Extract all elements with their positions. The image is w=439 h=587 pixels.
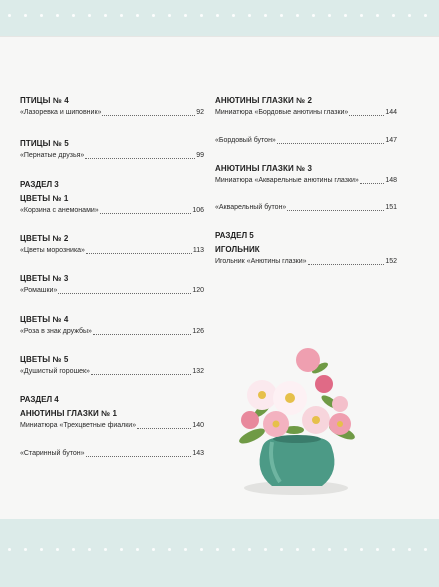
toc-page-number: 151: [385, 204, 397, 211]
toc-page-number: 120: [192, 287, 204, 294]
dot-leader: [360, 182, 385, 184]
toc-entry-title: «Корзина с анемонами»: [20, 207, 99, 214]
section-label: РАЗДЕЛ 4: [20, 395, 59, 404]
decor-dot: [216, 14, 219, 17]
decor-dot: [136, 548, 139, 551]
toc-entry[interactable]: [215, 136, 397, 146]
toc-page-number: 113: [192, 247, 204, 254]
decor-dot: [56, 14, 59, 17]
decor-dot: [40, 14, 43, 17]
decor-dot: [200, 548, 203, 551]
bottom-dot-pattern: [0, 548, 439, 554]
toc-entry-title: Миниатюра «Трехцветные фиалки»: [20, 422, 137, 429]
dot-leader: [86, 455, 192, 457]
toc-entry-title: Миниатюра «Акварельные анютины глазки»: [215, 177, 359, 184]
toc-page-number: 144: [385, 109, 397, 116]
toc-entry[interactable]: [20, 327, 204, 337]
decor-dot: [40, 548, 43, 551]
toc-page-number: 147: [385, 137, 397, 144]
decor-dot: [200, 14, 203, 17]
decor-dot: [24, 548, 27, 551]
toc-entry-title: «Роза в знак дружбы»: [20, 328, 92, 335]
dot-leader: [100, 212, 192, 214]
toc-heading: ЦВЕТЫ № 1: [20, 194, 69, 203]
toc-heading: АНЮТИНЫ ГЛАЗКИ № 2: [215, 96, 313, 105]
decor-dot: [392, 14, 395, 17]
toc-page-number: 92: [196, 109, 204, 116]
toc-entry-title: «Душистый горошек»: [20, 368, 90, 375]
decor-dot: [216, 548, 219, 551]
toc-entry[interactable]: [20, 108, 204, 118]
decor-dot: [392, 548, 395, 551]
dot-leader: [91, 373, 191, 375]
decor-dot: [280, 14, 283, 17]
decor-dot: [168, 14, 171, 17]
decor-dot: [424, 14, 427, 17]
decor-dot: [264, 548, 267, 551]
decor-dot: [104, 14, 107, 17]
decor-dot: [168, 548, 171, 551]
toc-heading: ЦВЕТЫ № 4: [20, 315, 69, 324]
top-dot-pattern: [0, 14, 439, 20]
toc-page-number: 99: [196, 152, 204, 159]
decor-dot: [120, 14, 123, 17]
dot-leader: [308, 263, 385, 265]
decor-dot: [312, 14, 315, 17]
decor-dot: [360, 14, 363, 17]
decor-dot: [296, 14, 299, 17]
decor-dot: [280, 548, 283, 551]
toc-entry-title: «Лазоревка и шиповник»: [20, 109, 102, 116]
section-label: РАЗДЕЛ 3: [20, 180, 59, 189]
toc-page-number: 148: [385, 177, 397, 184]
toc-heading: ЦВЕТЫ № 5: [20, 355, 69, 364]
toc-page-number: 126: [192, 328, 204, 335]
decor-dot: [120, 548, 123, 551]
decor-dot: [88, 14, 91, 17]
decor-dot: [296, 548, 299, 551]
toc-entry[interactable]: [20, 246, 204, 256]
dot-leader: [86, 252, 192, 254]
toc-heading: АНЮТИНЫ ГЛАЗКИ № 1: [20, 409, 118, 418]
toc-entry[interactable]: [215, 257, 397, 267]
decor-dot: [152, 548, 155, 551]
decor-dot: [72, 548, 75, 551]
toc-page-number: 140: [192, 422, 204, 429]
toc-entry[interactable]: [20, 206, 204, 216]
decor-dot: [232, 14, 235, 17]
decor-dot: [248, 548, 251, 551]
toc-heading: ПТИЦЫ № 5: [20, 139, 69, 148]
decor-dot: [136, 14, 139, 17]
toc-page-number: 132: [192, 368, 204, 375]
toc-entry-title: «Акварельный бутон»: [215, 204, 287, 211]
decor-dot: [152, 14, 155, 17]
toc-heading: ЦВЕТЫ № 2: [20, 234, 69, 243]
bottom-lace-border: [0, 510, 439, 524]
toc-heading: ПТИЦЫ № 4: [20, 96, 69, 105]
toc-entry[interactable]: [215, 108, 397, 118]
decor-dot: [104, 548, 107, 551]
flower-vase-illustration: [232, 340, 362, 500]
decor-dot: [232, 548, 235, 551]
toc-heading: ЦВЕТЫ № 3: [20, 274, 69, 283]
toc-heading: ИГОЛЬНИК: [215, 245, 260, 254]
toc-entry-title: «Цветы морозника»: [20, 247, 85, 254]
toc-entry[interactable]: [215, 176, 397, 186]
dot-leader: [102, 114, 195, 116]
decor-dot: [8, 548, 11, 551]
toc-entry-title: Миниатюра «Бордовые анютины глазки»: [215, 109, 349, 116]
dot-leader: [349, 114, 384, 116]
dot-leader: [287, 209, 384, 211]
decor-dot: [408, 14, 411, 17]
decor-dot: [56, 548, 59, 551]
dot-leader: [93, 333, 191, 335]
dot-leader: [58, 292, 191, 294]
section-label: РАЗДЕЛ 5: [215, 231, 254, 240]
decor-dot: [184, 548, 187, 551]
decor-dot: [72, 14, 75, 17]
decor-dot: [8, 14, 11, 17]
toc-entry-title: «Старинный бутон»: [20, 450, 85, 457]
decor-dot: [264, 14, 267, 17]
toc-heading: АНЮТИНЫ ГЛАЗКИ № 3: [215, 164, 313, 173]
decor-dot: [184, 14, 187, 17]
dot-leader: [85, 157, 195, 159]
decor-dot: [344, 14, 347, 17]
dot-leader: [137, 427, 191, 429]
decor-dot: [88, 548, 91, 551]
decor-dot: [312, 548, 315, 551]
decor-dot: [360, 548, 363, 551]
toc-entry[interactable]: [215, 203, 397, 213]
decor-dot: [248, 14, 251, 17]
decor-dot: [424, 548, 427, 551]
toc-entry-title: «Ромашки»: [20, 287, 58, 294]
decor-dot: [328, 548, 331, 551]
decor-dot: [376, 14, 379, 17]
toc-page-number: 152: [385, 258, 397, 265]
decor-dot: [328, 14, 331, 17]
decor-dot: [24, 14, 27, 17]
dot-leader: [277, 142, 384, 144]
toc-page-number: 106: [192, 207, 204, 214]
toc-page-number: 143: [192, 450, 204, 457]
toc-entry[interactable]: [20, 367, 204, 377]
toc-entry[interactable]: [20, 151, 204, 161]
toc-entry-title: «Пернатые друзья»: [20, 152, 85, 159]
toc-entry-title: Игольник «Анютины глазки»: [215, 258, 307, 265]
toc-entry[interactable]: [20, 449, 204, 459]
decor-dot: [344, 548, 347, 551]
decor-dot: [408, 548, 411, 551]
toc-entry[interactable]: [20, 421, 204, 431]
toc-entry[interactable]: [20, 286, 204, 296]
toc-entry-title: «Бордовый бутон»: [215, 137, 276, 144]
decor-dot: [376, 548, 379, 551]
